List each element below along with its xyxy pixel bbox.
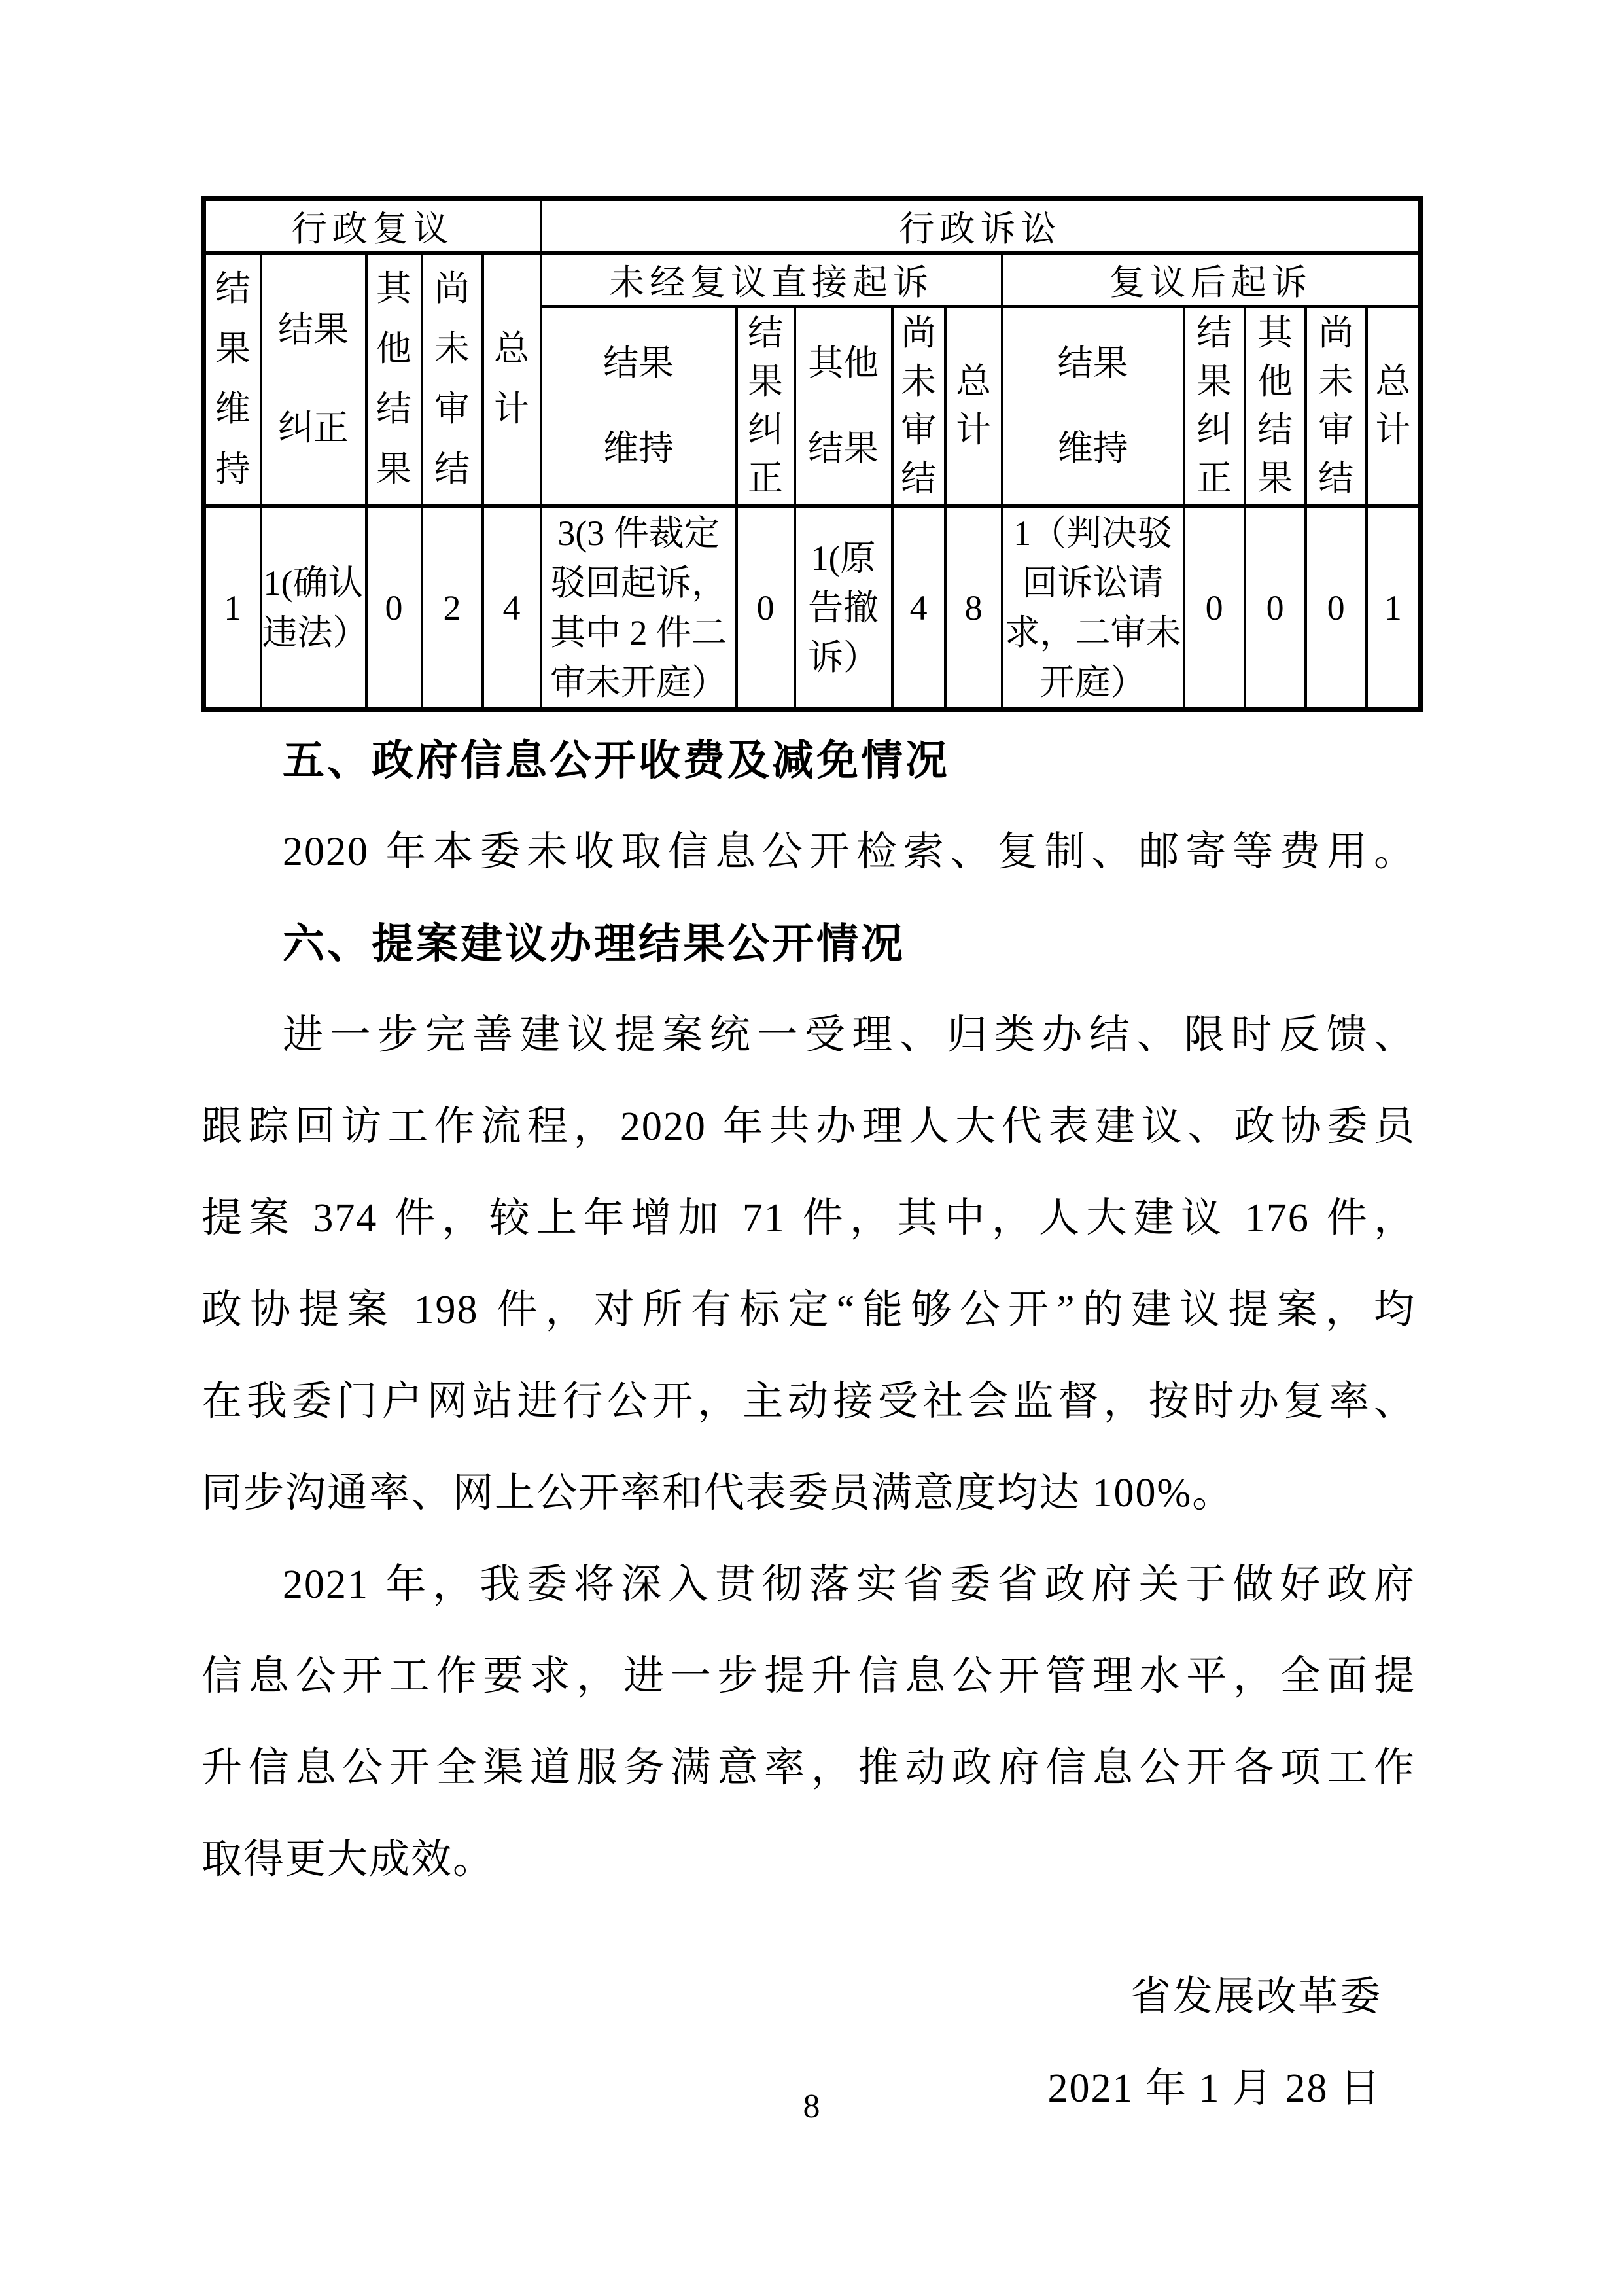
col-label-result-upheld: 结果维持 bbox=[1002, 306, 1184, 506]
data-cell: 3(3 件裁定驳回起诉，其中 2 件二审未开庭） bbox=[541, 506, 737, 709]
page-number: 8 bbox=[803, 2088, 820, 2125]
col-label-total: 总计 bbox=[483, 253, 541, 506]
section-heading-6: 六、提案建议办理结果公开情况 bbox=[283, 920, 905, 967]
data-cell: 0 bbox=[1184, 506, 1245, 709]
signature-date: 2021 年 1 月 28 日 bbox=[1047, 2066, 1382, 2111]
col-label-result-corrected: 结果纠正 bbox=[737, 306, 795, 506]
col-label-total: 总计 bbox=[945, 306, 1002, 506]
paragraph-line: 2020 年本委未收取信息公开检索、复制、邮寄等费用。 bbox=[283, 830, 1416, 874]
data-cell: 8 bbox=[945, 506, 1002, 709]
data-cell: 1（判决驳回诉讼请求，二审未开庭） bbox=[1002, 506, 1184, 709]
data-cell: 0 bbox=[1245, 506, 1306, 709]
paragraph-line: 进一步完善建议提案统一受理、归类办结、限时反馈、 bbox=[283, 1013, 1416, 1057]
col-label-pending: 尚未审结 bbox=[1306, 306, 1367, 506]
sub-header-direct-lawsuit: 未经复议直接起诉 bbox=[541, 253, 1002, 307]
col-label-result-corrected: 结果纠正 bbox=[261, 253, 366, 506]
data-cell: 1 bbox=[204, 506, 261, 709]
group-header-administrative-litigation: 行政诉讼 bbox=[541, 199, 1421, 253]
data-cell: 1 bbox=[1367, 506, 1421, 709]
paragraph-line: 升信息公开全渠道服务满意率，推动政府信息公开各项工作 bbox=[201, 1746, 1416, 1790]
col-label-total: 总计 bbox=[1367, 306, 1421, 506]
sub-header-lawsuit-after-reconsideration: 复议后起诉 bbox=[1002, 253, 1421, 307]
col-label-result-upheld: 结果维持 bbox=[204, 253, 261, 506]
col-label-other-result: 其他结果 bbox=[366, 253, 422, 506]
data-cell: 1(确认违法） bbox=[261, 506, 366, 709]
data-cell: 4 bbox=[892, 506, 945, 709]
data-cell: 0 bbox=[366, 506, 422, 709]
data-cell: 2 bbox=[422, 506, 483, 709]
paragraph-line: 2021 年，我委将深入贯彻落实省委省政府关于做好政府 bbox=[283, 1563, 1416, 1607]
col-label-result-upheld: 结果维持 bbox=[541, 306, 737, 506]
paragraph-line: 在我委门户网站进行公开，主动接受社会监督，按时办复率、 bbox=[201, 1379, 1416, 1424]
data-cell: 4 bbox=[483, 506, 541, 709]
data-cell: 1(原告撤诉） bbox=[795, 506, 892, 709]
paragraph-line: 跟踪回访工作流程，2020 年共办理人大代表建议、政协委员 bbox=[201, 1104, 1416, 1149]
paragraph-line: 政协提案 198 件，对所有标定“能够公开”的建议提案，均 bbox=[201, 1288, 1416, 1332]
document-body bbox=[201, 715, 1416, 2134]
col-label-other-result: 其他结果 bbox=[1245, 306, 1306, 506]
group-header-administrative-reconsideration: 行政复议 bbox=[204, 199, 541, 253]
paragraph-line: 提案 374 件，较上年增加 71 件，其中，人大建议 176 件， bbox=[201, 1196, 1416, 1241]
paragraph-line: 取得更大成效。 bbox=[201, 1837, 495, 1882]
col-label-pending: 尚未审结 bbox=[892, 306, 945, 506]
data-cell: 0 bbox=[737, 506, 795, 709]
data-cell: 0 bbox=[1306, 506, 1367, 709]
signature-organization: 省发展改革委 bbox=[1130, 1975, 1382, 2019]
section-heading-5: 五、政府信息公开收费及减免情况 bbox=[283, 737, 950, 784]
paragraph-line: 信息公开工作要求，进一步提升信息公开管理水平，全面提 bbox=[201, 1654, 1416, 1699]
paragraph-line: 同步沟通率、网上公开率和代表委员满意度均达 100%。 bbox=[201, 1471, 1234, 1515]
col-label-other-result: 其他结果 bbox=[795, 306, 892, 506]
col-label-result-corrected: 结果纠正 bbox=[1184, 306, 1245, 506]
col-label-pending: 尚未审结 bbox=[422, 253, 483, 506]
litigation-review-table bbox=[201, 196, 1423, 712]
